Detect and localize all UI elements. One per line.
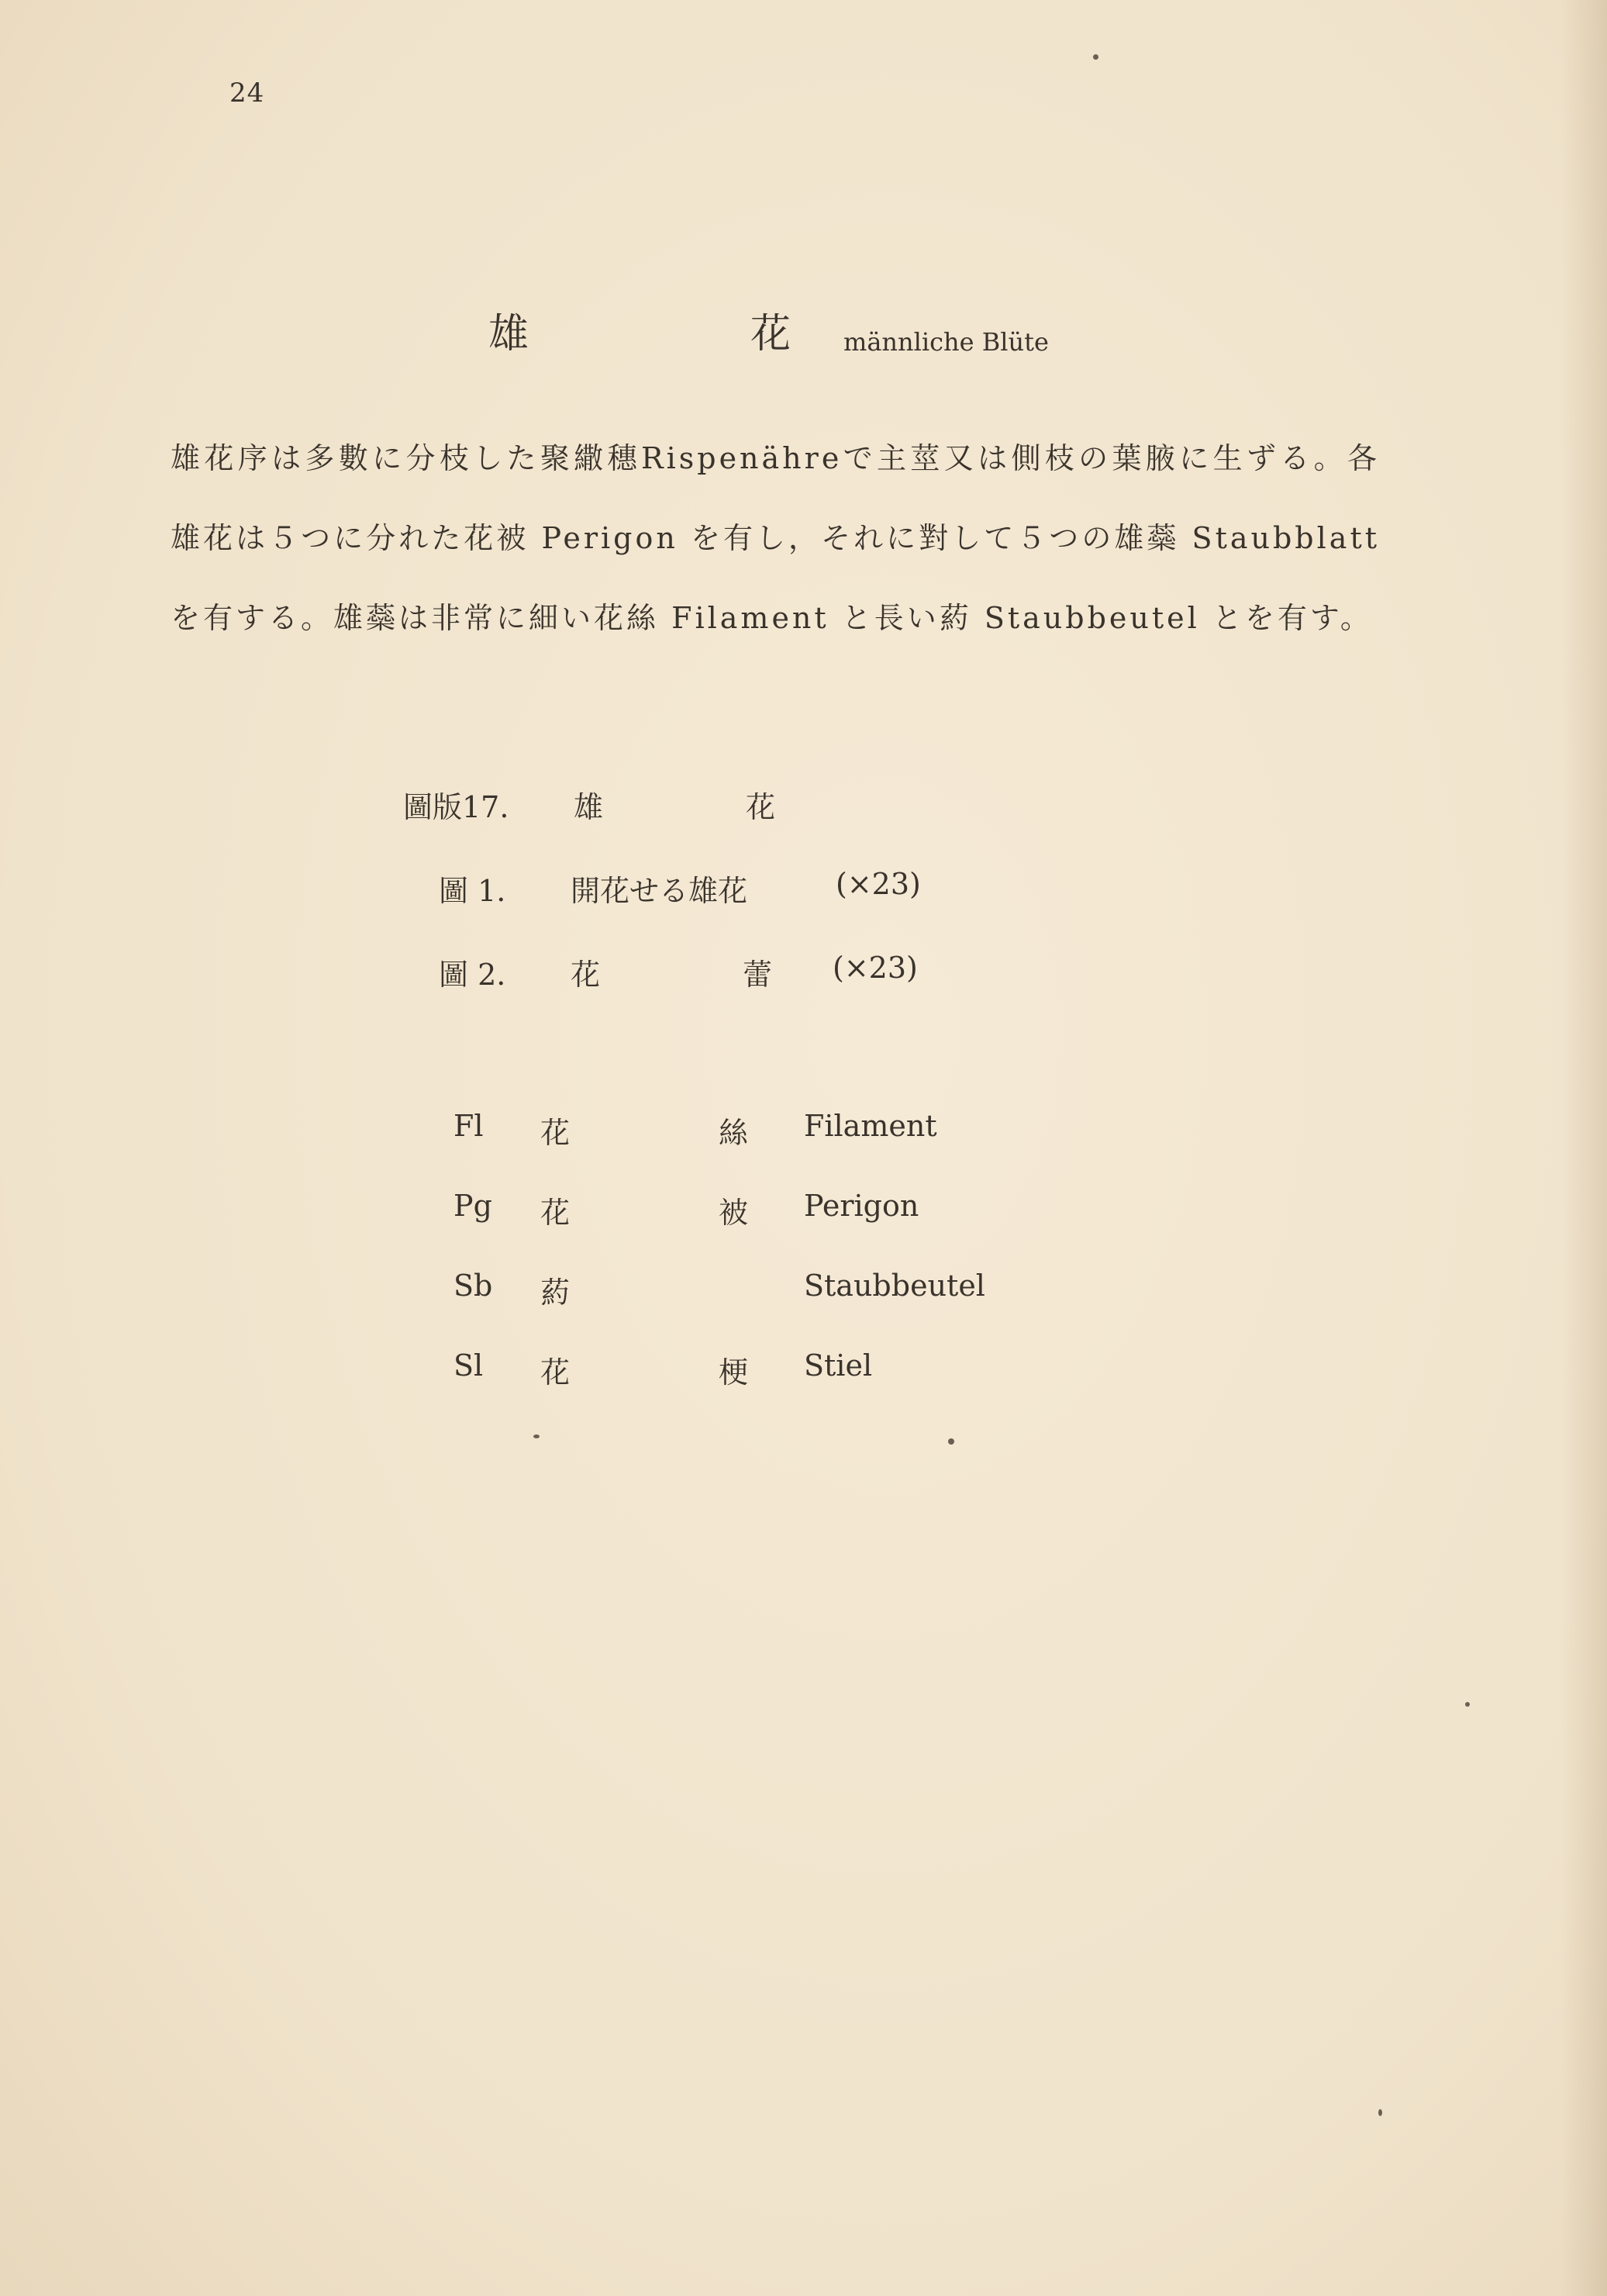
paper-speck (1378, 2109, 1382, 2116)
legend-term: Staubbeutel (804, 1269, 985, 1303)
plate-char-2: 花 (746, 790, 776, 824)
body-paragraph: 雄花序は多數に分枝した聚繖穗Rispenähreで主莖又は側枝の葉腋に生ずる。各雄花は５つに分れた花被 Perigon を有し，それに對して５つの雄蘂 Staubblatt を有する。雄蘂は非常に細い花絲 Filament と長い葯 Staubbeutel とを有す。 (171, 441, 1380, 635)
paper-speck (1465, 1702, 1470, 1707)
legend-abbr: Sl (453, 1348, 484, 1383)
legend-abbr: Sb (453, 1269, 493, 1303)
figure-char-1: 花 (571, 958, 601, 992)
plate-label: 圖版17. (403, 790, 509, 824)
figure-description: 開花せる雄花 (571, 874, 748, 908)
page-number: 24 (229, 78, 265, 109)
legend-row (453, 1269, 1074, 1348)
plate-caption (403, 783, 1023, 1034)
legend-char-1: 花 (540, 1116, 571, 1150)
title-german: männliche Blüte (843, 327, 1049, 357)
plate-heading (403, 783, 1023, 867)
plate-char-1: 雄 (574, 790, 604, 824)
legend-row (453, 1189, 1074, 1269)
legend-char-1: 花 (540, 1196, 571, 1230)
paper-speck (533, 1435, 540, 1438)
legend-row (453, 1348, 1074, 1428)
figure-caption-row (403, 867, 1023, 951)
legend-char-1: 花 (540, 1355, 571, 1390)
legend-term: Perigon (804, 1189, 919, 1223)
legend-term: Filament (804, 1109, 937, 1143)
legend-char-2: 被 (719, 1196, 749, 1230)
title-char-right: 花 (750, 311, 791, 357)
section-title (0, 301, 1607, 371)
legend-abbr: Fl (453, 1109, 484, 1143)
figure-label: 圖 2. (439, 958, 506, 992)
legend-char-2: 絲 (719, 1116, 749, 1150)
legend-term: Stiel (804, 1348, 873, 1383)
abbreviation-legend (453, 1109, 1074, 1428)
paper-speck (948, 1438, 954, 1445)
figure-label: 圖 1. (439, 874, 506, 908)
paper-speck (1093, 54, 1098, 60)
figure-magnification: (×23) (836, 867, 921, 901)
legend-row (453, 1109, 1074, 1189)
figure-char-2: 蕾 (743, 958, 773, 992)
figure-magnification: (×23) (833, 951, 918, 985)
title-char-left: 雄 (488, 311, 529, 357)
legend-char-2: 梗 (719, 1355, 749, 1390)
legend-abbr: Pg (453, 1189, 492, 1223)
legend-char-1: 葯 (540, 1276, 571, 1310)
figure-caption-row (403, 951, 1023, 1034)
